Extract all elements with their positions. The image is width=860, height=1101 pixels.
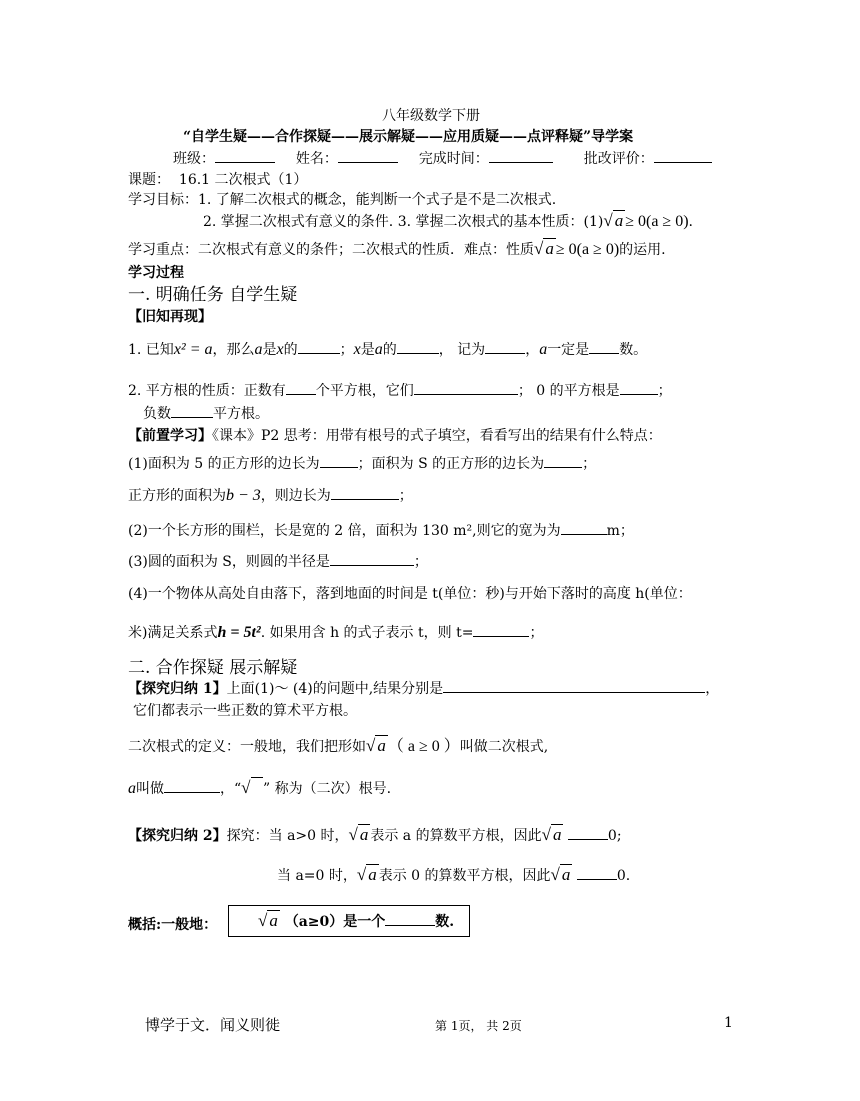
- prestudy-4: (4)一个物体从高处自由落下，落到地面的时间是 t(单位：秒)与开始下落时的高度 h(单位：: [128, 586, 692, 602]
- q2-text: ；: [657, 383, 672, 399]
- definition-text: ，“: [220, 781, 242, 797]
- var-a: a: [539, 341, 548, 358]
- q2-text: 平方根。: [213, 406, 269, 422]
- definition-text: 叫做: [136, 781, 164, 797]
- topic-label: 课题：: [128, 172, 170, 188]
- definition-text: 二次根式的定义：一般地，我们把形如: [128, 739, 366, 755]
- q2-blank-3[interactable]: [620, 382, 658, 395]
- q1-text: ，: [525, 342, 540, 358]
- sqrt-a-expr: √ a: [348, 825, 369, 844]
- q1-text: 是: [360, 342, 375, 358]
- p4b-math: h = 5t²: [217, 624, 261, 641]
- definition-line: [128, 737, 548, 756]
- focus-line: [128, 240, 666, 259]
- goal-2-text: 2. 掌握二次根式有意义的条件. 3. 掌握二次根式的基本性质：(1): [203, 214, 604, 230]
- var-a: a: [374, 341, 383, 358]
- topic: [128, 171, 307, 189]
- time-label: 完成时间：: [418, 151, 489, 167]
- prestudy-title: 【前置学习】: [128, 428, 212, 444]
- goal-2-end: .: [688, 214, 693, 230]
- p3-blank[interactable]: [330, 553, 414, 566]
- p2-text: m；: [606, 523, 634, 539]
- p1b-text: ；: [398, 488, 413, 504]
- q1-text: 一定是: [547, 342, 590, 358]
- p1b-text: 正方形的面积为: [128, 488, 226, 504]
- sqrt-a-expr: √ a: [356, 865, 377, 884]
- explore-2b-text: 表示 0 的算数平方根，因此: [378, 868, 551, 884]
- q1-text: 的: [283, 342, 298, 358]
- class-blank[interactable]: [215, 150, 275, 163]
- goal-1-text: 1. 了解二次根式的概念，能判断一个式子是不是二次根式.: [198, 192, 557, 208]
- p3-text: (3)圆的面积为 S，则圆的半径是: [128, 554, 330, 570]
- explore-2-text: 探究：当 a>0 时，: [226, 828, 349, 844]
- footer-page-info: 第 1页， 共 2页: [435, 1019, 522, 1033]
- explore-2b-text: 当 a=0 时，: [277, 868, 357, 884]
- prestudy-1: [128, 455, 596, 473]
- footer-page-number: 1: [724, 1015, 733, 1031]
- q2-text: 负数: [143, 406, 171, 422]
- question-2: [128, 382, 672, 400]
- definition-line-2: [128, 779, 391, 798]
- p1-blank-1[interactable]: [320, 455, 358, 468]
- q2-text: 2. 平方根的性质：正数有: [128, 383, 286, 399]
- q1-text: ， 记为: [438, 342, 486, 358]
- p4b-text: ；: [529, 625, 544, 641]
- prestudy-1b: [128, 487, 413, 505]
- explore-2-blank-2[interactable]: [577, 867, 617, 880]
- focus-text: 学习重点：二次根式有意义的条件；二次根式的性质．难点：性质: [128, 242, 534, 258]
- explore-1-blank[interactable]: [443, 680, 705, 693]
- explore-2: [128, 826, 622, 845]
- p1-text: (1)面积为 5 的正方形的边长为: [128, 456, 320, 472]
- explore-2b: [277, 866, 630, 885]
- summary-blank[interactable]: [385, 913, 435, 926]
- name-blank[interactable]: [338, 150, 398, 163]
- explore-2b-text: 0.: [616, 868, 631, 884]
- sqrt-a-expr: √ a: [603, 211, 624, 230]
- q1-blank-3[interactable]: [485, 341, 525, 354]
- definition-blank[interactable]: [164, 780, 220, 793]
- q2-blank-1[interactable]: [286, 382, 316, 395]
- section-1-title: 一. 明确任务 自学生疑: [128, 285, 298, 305]
- eval-label: 批改评价：: [583, 151, 654, 167]
- var-a: a: [254, 341, 263, 358]
- p1-blank-2[interactable]: [544, 455, 582, 468]
- q1-text: 的: [382, 342, 397, 358]
- sqrt-a-expr: √ a: [258, 911, 278, 930]
- p1b-blank[interactable]: [331, 487, 399, 500]
- var-x: x: [353, 341, 361, 358]
- time-blank[interactable]: [489, 150, 553, 163]
- question-1: [128, 341, 647, 359]
- q2-text: 个平方根，它们: [315, 383, 414, 399]
- summary-text-a: （a≥0）是一个: [284, 914, 386, 930]
- p3-text: ；: [413, 554, 428, 570]
- definition-condition: （ a ≥ 0 ）: [387, 738, 460, 755]
- q1-text: 是: [262, 342, 277, 358]
- q1-blank-2[interactable]: [397, 341, 439, 354]
- explore-2-text: 0;: [607, 828, 622, 844]
- prestudy-2: [128, 522, 634, 540]
- footer-motto: 博学于文．闻义则徙: [145, 1016, 281, 1034]
- explore-1-end: ，: [705, 681, 720, 697]
- class-label: 班级：: [173, 151, 215, 167]
- p4b-text: . 如果用含 h 的式子表示 t，则 t=: [260, 625, 474, 641]
- section-2-title: 二. 合作探疑 展示解疑: [128, 658, 298, 678]
- explore-2-text: 表示 a 的算数平方根，因此: [370, 828, 542, 844]
- q2-blank-4[interactable]: [171, 405, 213, 418]
- name-label: 姓名：: [295, 151, 338, 167]
- p4b-blank[interactable]: [473, 624, 529, 637]
- explore-1: [128, 680, 719, 698]
- focus-math: ≥ 0(a ≥ 0): [555, 241, 620, 258]
- prestudy-line: [128, 427, 662, 445]
- q1-text: 1. 已知: [128, 342, 174, 358]
- goal-2-math: ≥ 0(a ≥ 0): [625, 213, 689, 230]
- q1-equation: x² = a: [173, 341, 213, 358]
- explore-2-title: 【探究归纳 2】: [128, 828, 227, 844]
- info-row: [173, 150, 712, 168]
- explore-2-blank-1[interactable]: [568, 827, 608, 840]
- var-a: a: [128, 780, 136, 797]
- p2-blank[interactable]: [561, 522, 607, 535]
- q2-blank-2[interactable]: [414, 382, 518, 395]
- topic-value: 16.1 二次根式（1）: [178, 172, 308, 188]
- explore-1-text: 上面(1)～ (4)的问题中,结果分别是: [226, 681, 444, 697]
- q1-text: ；: [339, 342, 354, 358]
- goal-2: [203, 212, 693, 231]
- p1-text: ；面积为 S 的正方形的边长为: [357, 456, 545, 472]
- p1b-math: b − 3: [226, 487, 261, 504]
- summary-text: [258, 912, 454, 931]
- q1-text: ，那么: [212, 342, 255, 358]
- definition-text: ” 称为（二次）根号.: [263, 781, 392, 797]
- var-x: x: [276, 341, 284, 358]
- goal-1: [128, 191, 556, 209]
- prestudy-3: [128, 553, 428, 571]
- p4b-text: 米)满足关系式: [128, 625, 218, 641]
- sqrt-a-expr: √ a: [534, 239, 554, 258]
- p2-text: (2)一个长方形的围栏，长是宽的 2 倍，面积为 130 m²,则它的宽为为: [128, 523, 561, 539]
- q1-blank-1[interactable]: [298, 341, 340, 354]
- q2-text: ； 0 的平方根是: [517, 383, 620, 399]
- prestudy-text: 《课本》P2 思考：用带有根号的式子填空，看看写出的结果有什么特点：: [212, 428, 662, 444]
- p1b-text: ，则边长为: [260, 488, 331, 504]
- explore-1-line2: 它们都表示一些正数的算术平方根。: [133, 703, 357, 719]
- p1-text: ；: [582, 456, 597, 472]
- radical-sign-icon: √: [241, 779, 263, 797]
- grade-title: 八年级数学下册: [382, 108, 480, 124]
- prestudy-4b: [128, 624, 543, 642]
- process-title: 学习过程: [128, 265, 184, 281]
- definition-text: 叫做二次根式,: [459, 739, 549, 755]
- focus-post: 的运用.: [619, 242, 666, 258]
- question-2b: [143, 405, 269, 423]
- summary-text-b: 数.: [435, 914, 455, 930]
- sqrt-a-expr: √ a: [541, 825, 562, 844]
- q1-text: 数。: [619, 342, 648, 358]
- explore-1-title: 【探究归纳 1】: [128, 681, 227, 697]
- goals-label: 学习目标：: [128, 192, 198, 208]
- summary-label: 概括:一般地：: [128, 917, 218, 933]
- eval-blank[interactable]: [654, 150, 712, 163]
- sqrt-a-expr: √ a: [550, 865, 571, 884]
- review-title: 【旧知再现】: [128, 309, 212, 325]
- sqrt-a-expr: √ a: [366, 736, 386, 755]
- q1-blank-4[interactable]: [589, 341, 619, 354]
- doc-title: “自学生疑——合作探疑——展示解疑——应用质疑——点评释疑”导学案: [183, 129, 634, 145]
